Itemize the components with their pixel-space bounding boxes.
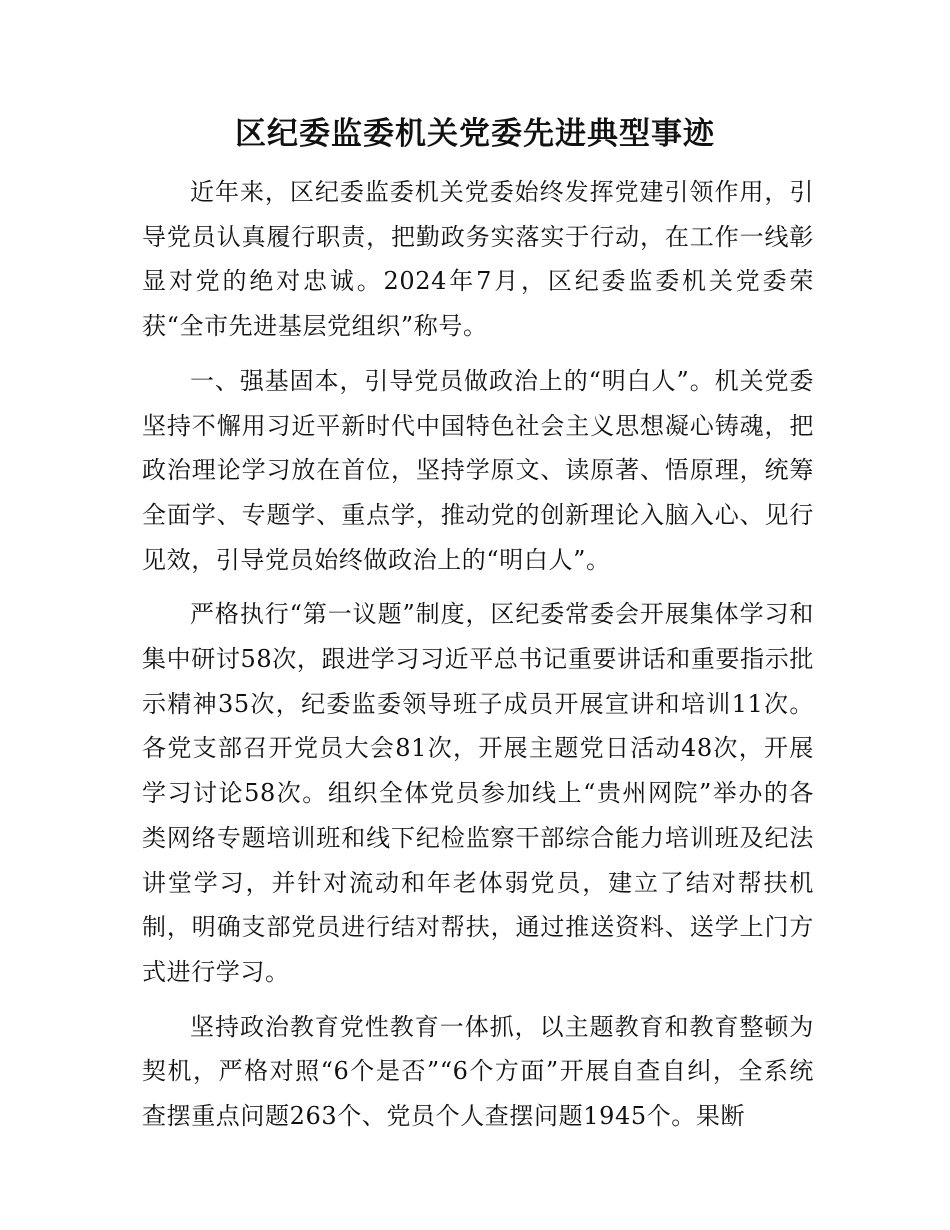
paragraph-intro: 近年来，区纪委监委机关党委始终发挥党建引领作用，引导党员认真履行职责，把勤政务实落实于行动，在工作一线彰显对党的绝对忠诚。2024年7月，区纪委监委机关党委荣获“全市先进基层党组织”称号。 bbox=[142, 178, 814, 341]
paragraph-section-one: 一、强基固本，引导党员做政治上的“明白人”。机关党委坚持不懈用习近平新时代中国特色社会主义思想凝心铸魂，把政治理论学习放在首位，坚持学原文、读原著、悟原理，统筹全面学、专题学、重点学，推动党的创新理论入脑入心、见行见效，引导党员始终做政治上的“明白人”。 bbox=[142, 366, 814, 574]
paragraph-party-education: 坚持政治教育党性教育一体抓，以主题教育和教育整顿为契机，严格对照“6个是否”“6个方面”开展自查自纠，全系统查摆重点问题263个、党员个人查摆问题1945个。果断 bbox=[142, 1012, 814, 1131]
document-title: 区纪委监委机关党委先进典型事迹 bbox=[235, 116, 715, 152]
paragraph-study-activities: 严格执行“第一议题”制度，区纪委常委会开展集体学习和集中研讨58次，跟进学习习近平总书记重要讲话和重要指示批示精神35次，纪委监委领导班子成员开展宣讲和培训11次。各党支部召开党员大会81次，开展主题党日活动48次，开展学习讨论58次。组织全体党员参加线上“贵州网院”举办的各类网络专题培训班和线下纪检监察干部综合能力培训班及纪法讲堂学习，并针对流动和年老体弱党员，建立了结对帮扶机制，明确支部党员进行结对帮扶，通过推送资料、送学上门方式进行学习。 bbox=[142, 600, 814, 986]
document-body bbox=[142, 170, 814, 1149]
